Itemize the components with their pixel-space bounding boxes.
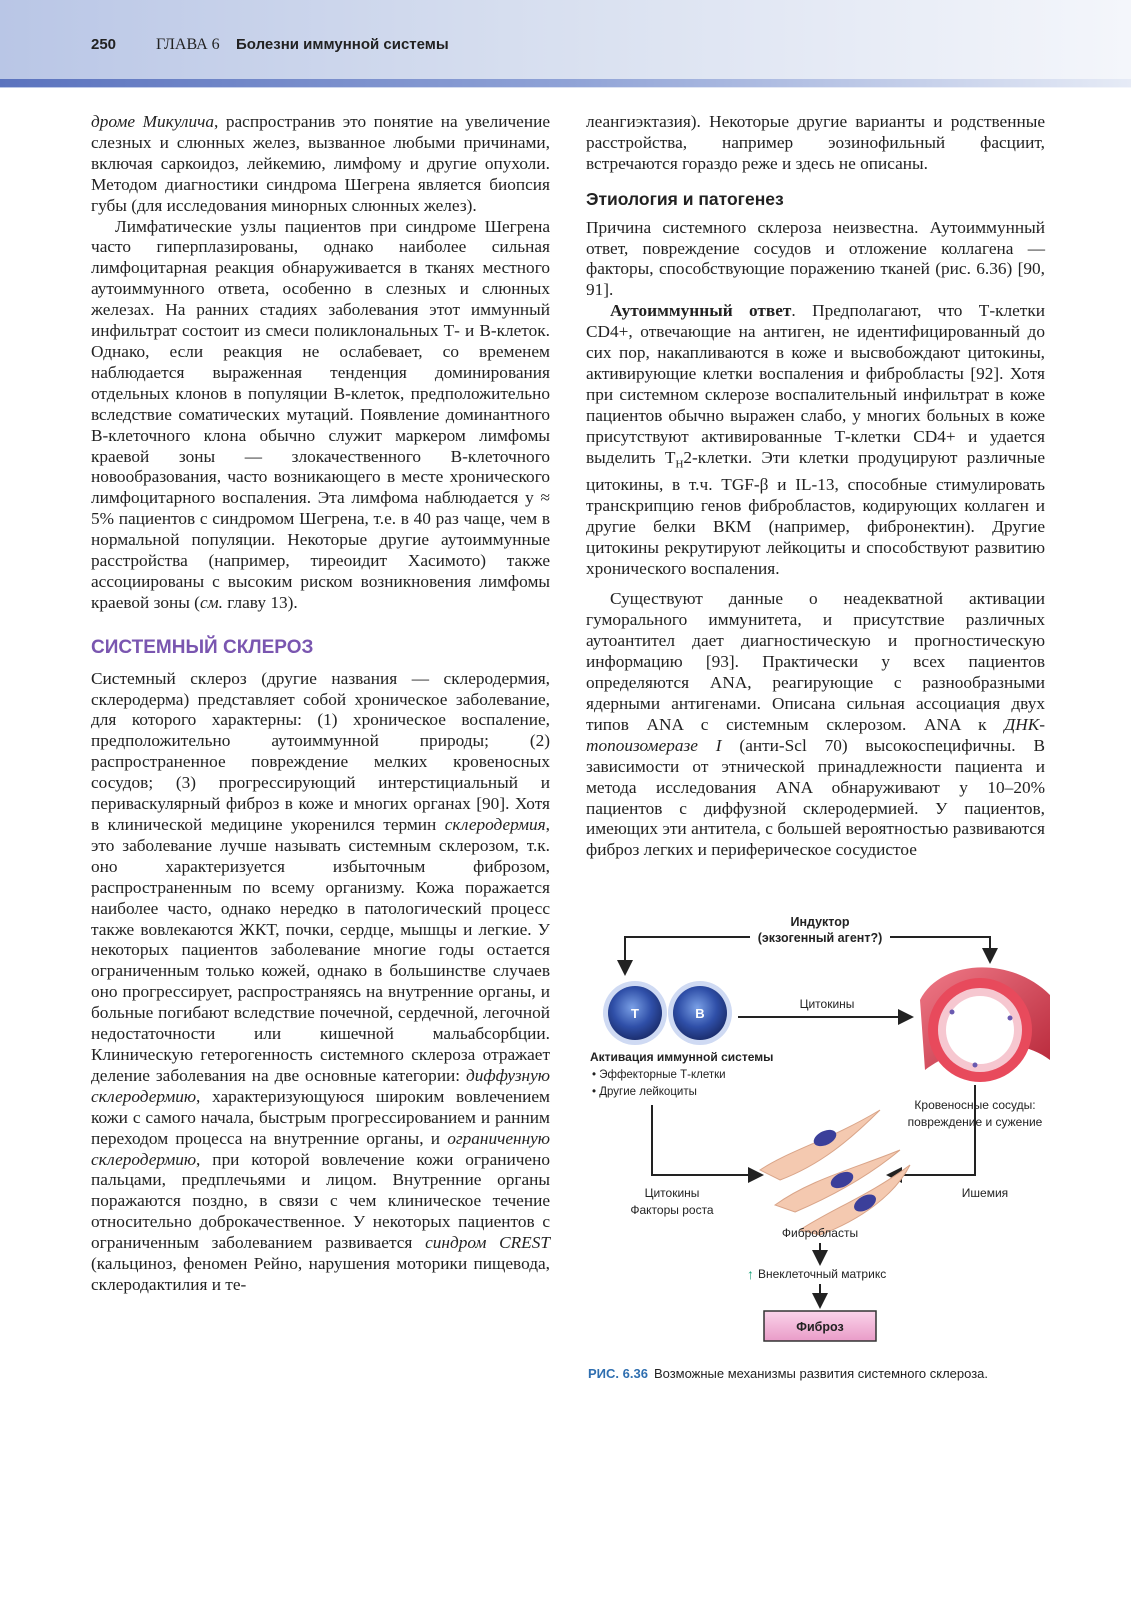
b-cell-icon — [668, 981, 732, 1045]
paragraph — [91, 112, 550, 217]
bold-term: Аутоиммунный ответ — [610, 301, 792, 321]
text: Лимфатические узлы пациентов при синдроме Шегрена часто гиперплазированы, однако наиболее сильная лимфоцитарная реакция обнаруживается в тканях местного аутоиммунного ответа, особенно в слезных и слюнных железах. На ранних стадиях заболевания этот иммунный инфильтрат состоит из смеси поликлональных Т- и В-клеток. Однако, если реакция не ослабевает, со временем наблюдается выраженная тенденция доминирования отдельных клонов в популяции В-клеток, предположительно вследствие соматических мутаций. Появление доминантного В-клеточного клона обычно служит маркером лимфомы краевой зоны — злокачественного В-клеточного новообразования, часто возникающего в месте хронического лимфоцитарного воспаления. Эта лимфома наблюдается у ≈ 5% пациентов с синдромом Шегрена, т.е. в 40 раз чаще, чем в нормальной популяции. Некоторые другие аутоиммунные расстройства (например, тиреоидит Хасимото) также ассоциированы с высоким риском возникновения лимфомы краевой зоны ( — [91, 216, 550, 612]
vessels-sublabel: повреждение и сужение — [907, 1115, 1043, 1129]
text: (кальциноз, феномен Рейно, нарушения моторики пищевода, склеродактилия и те- — [91, 1254, 550, 1294]
paragraph: леангиэктазия). Некоторые другие варианты и родственные расстройства, например эозинофильный фасциит, встречаются гораздо реже и здесь не описаны. — [586, 112, 1045, 173]
left-column — [91, 112, 550, 1296]
inductor-sublabel: (экзогенный агент?) — [757, 931, 883, 945]
arrow-to-vessel — [890, 937, 990, 960]
paragraph — [586, 589, 1045, 861]
immune-item: • Эффекторные Т-клетки — [592, 1069, 726, 1081]
t-cell-label: T — [631, 1006, 639, 1021]
immune-item: • Другие лейкоциты — [592, 1086, 697, 1098]
text: , распространив это понятие на увеличение слезных и слюнных желез, вызванное любыми причинами, включая саркоидоз, лейкемию, лимфому и другие опухоли. Методом диагностики синдрома Шегрена является биопсия губы (для исследования минорных слюнных желез). — [91, 112, 550, 215]
paragraph — [91, 669, 550, 1296]
t-cell-icon — [603, 981, 667, 1045]
immune-activation-title: Активация иммунной системы — [590, 1050, 774, 1064]
figure-diagram — [580, 900, 1080, 1370]
arrow-to-cells — [625, 937, 750, 972]
caption-label: РИС. 6.36 — [588, 1366, 648, 1381]
fibroblast-cells-icon — [760, 1110, 910, 1235]
text: , при которой вовлечение кожи ограничено пальцами, предплечьями и лицом. Внутренние органы поражаются поздно, в связи с чем клиническое течение относительно доброкачественное. У некоторых пациентов с ограниченным заболеванием развивается — [91, 1149, 550, 1253]
increase-arrow-icon: ↑ — [747, 1266, 754, 1282]
italic-term: склеродермия — [444, 815, 546, 834]
subsection-heading: Этиология и патогенез — [586, 188, 784, 209]
caption-text: Возможные механизмы развития системного склероза. — [653, 1366, 989, 1381]
fibroblasts-label: Фибробласты — [781, 1226, 859, 1240]
section-heading: СИСТЕМНЫЙ СКЛЕРОЗ — [91, 636, 314, 658]
inductor-label: Индуктор — [790, 915, 850, 929]
blood-vessel-icon — [920, 967, 1050, 1082]
header-rule — [0, 79, 1131, 87]
right-column — [586, 112, 1045, 861]
text: . Предполагают, что Т-клетки CD4+, отвечающие на антиген, не идентифицированный до сих пор, накапливаются в коже и высвобождают цитокины, активирующие клетки воспаления и фибробласты [92]. Хотя при системном склерозе воспалительный инфильтрат в коже пациентов обычно выражен слабо, у многих больных в коже присутствуют активированные Т-клетки CD4+ и удается выделить T — [586, 301, 1045, 467]
vessels-label: Кровеносные сосуды: — [914, 1098, 1036, 1112]
cytokines-label: Цитокины — [799, 997, 855, 1011]
subscript: H — [675, 458, 684, 471]
italic-term: диффузную склеродермию — [91, 1065, 550, 1106]
italic-term: ограниченную склеродермию — [91, 1128, 550, 1169]
page-number: 250 — [91, 36, 117, 53]
text: , характеризующуюся широким вовлечением кожи с самого начала, быстрым прогрессированием и ранним переходом процесса на внутренние органы, и — [91, 1086, 550, 1148]
paragraph — [586, 301, 1045, 579]
b-cell-label: B — [695, 1006, 705, 1021]
chapter-label: ГЛАВА 6 — [156, 36, 220, 53]
fibrosis-label: Фиброз — [796, 1320, 844, 1334]
italic-term: см. — [199, 592, 223, 612]
ecm-label: Внеклеточный матрикс — [758, 1267, 887, 1281]
ischemia-label: Ишемия — [961, 1186, 1009, 1200]
figure-caption — [588, 1366, 988, 1381]
italic-term: синдром CREST — [425, 1233, 550, 1253]
paragraph — [91, 217, 550, 614]
text: 2-клетки. Эти клетки продуцируют различные цитокины, в т.ч. TGF-β и IL-13, способные стимулировать транскрипцию генов фибробластов, кодирующих коллаген и другие белки ВКМ (например, фибронектин). Другие цитокины рекрутируют лейкоциты и способствуют развитию хронического воспаления. — [586, 447, 1045, 578]
italic-term: дроме Микулича — [91, 112, 214, 131]
cytokines-growth-label: Цитокины — [644, 1186, 700, 1200]
italic-term: ДНК-топоизомеразе I — [586, 714, 1045, 755]
arrow-cells-to-fibroblasts — [652, 1105, 760, 1175]
chapter-title: Болезни иммунной системы — [236, 36, 449, 53]
text: (анти-Scl 70) высокоспецифичны. В зависимости от этнической принадлежности пациента и метода исследования ANA обнаруживают у 10–20% пациентов с диффузной склеродермией. У пациентов, имеющих эти антитела, с большей вероятностью развиваются фиброз легких и периферическое сосудистое — [586, 735, 1045, 860]
text: , это заболевание лучше называть системным склерозом, т.к. оно характеризуется избыточным фиброзом, распространенным по всему организму. Кожа поражается наиболее часто, однако нередко в патологический процесс также вовлекаются ЖКТ, почки, сердце, мышцы и легкие. У некоторых пациентов заболевание многие годы остается ограниченным только кожей, однако в большинстве случаев оно прогрессирует, распространяясь на внутренние органы, и больные погибают вследствие почечной, сердечной, легочной недостаточности или кишечной мальабсорбции. Клиническую гетерогенность системного склероза отражает деление заболевания на две основные категории: — [91, 815, 550, 1085]
paragraph: Причина системного склероза неизвестна. Аутоиммунный ответ, повреждение сосудов и отложение коллагена — факторы, способствующие поражению тканей (рис. 6.36) [90, 91]. — [586, 217, 1045, 300]
text: главу 13). — [222, 592, 298, 612]
text: Системный склероз (другие названия — склеродермия, склеродерма) представляет собой хроническое заболевание, для которого характерны: (1) хроническое воспаление, предположительно аутоиммунной природы; (2) распространенное повреждение мелких кровеносных сосудов; (3) прогрессирующий интерстициальный и периваскулярный фиброз в коже и многих органах [90]. Хотя в клинической медицине укоренился термин — [91, 668, 550, 834]
text: Существуют данные о неадекватной активации гуморального иммунитета, и присутствие различных аутоантител дает диагностическую и прогностическую информацию [93]. Практически у всех пациентов определяются ANA, реагирующие с разнообразными ядерными антигенами. Описана сильная ассоциация двух типов ANA с системным склерозом. ANA к — [586, 589, 1045, 734]
growth-factors-label: Факторы роста — [630, 1203, 714, 1217]
